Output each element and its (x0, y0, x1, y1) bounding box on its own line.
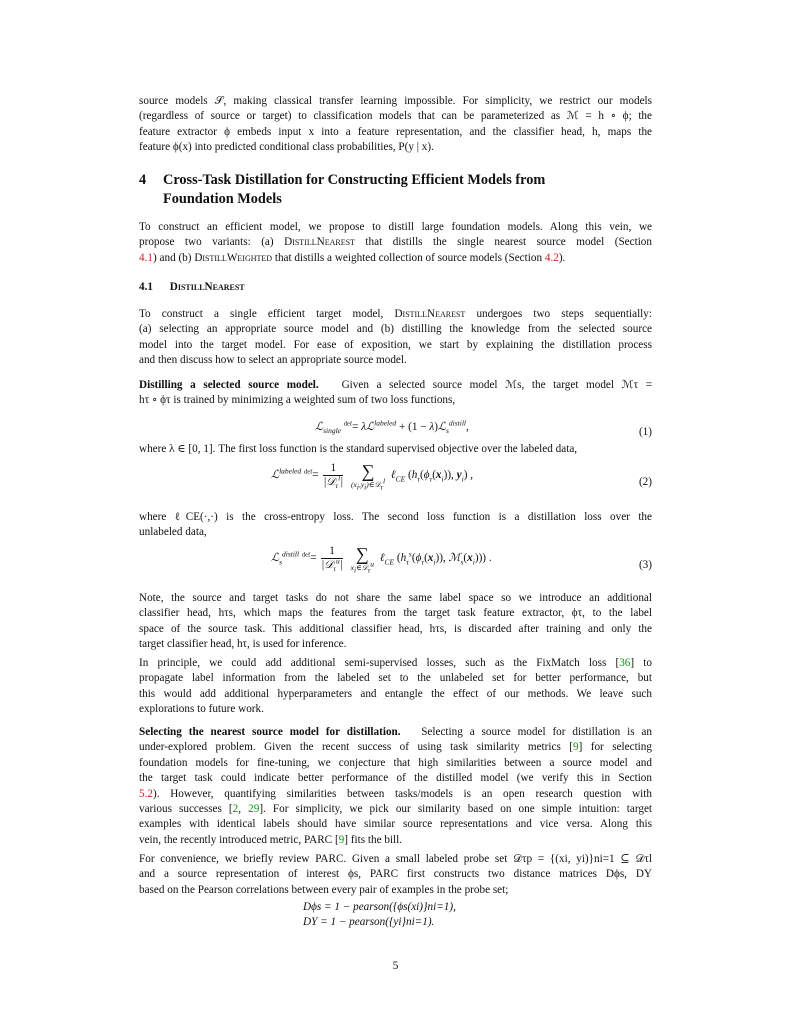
citation-9[interactable]: 9 (572, 741, 579, 754)
ref-section-4-1[interactable]: 4.1 (139, 251, 153, 264)
distilling-line-1-rest: Given a selected source model ℳs, the target model ℳτ = (341, 379, 652, 391)
after-eq2-line-1: where ℓCE(·,·) is the cross-entropy loss. The second loss function is a distillation loss over the (139, 511, 652, 523)
note-paragraph (139, 591, 652, 653)
sub41-line-4: and then discuss how to select an appropriate source model. (139, 354, 407, 367)
ref-section-5-2[interactable]: 5.2 (139, 787, 153, 800)
section-title-line-1: Cross-Task Distillation for Constructing Efficient Models from (163, 172, 546, 188)
selecting-line-4: the target task could indicate better performance of the distilled model (we verify this in Section (139, 772, 652, 785)
distillnearest-name: DistillNearest (394, 308, 466, 320)
note-line-4: target classifier head, hτ, is used for inference. (139, 638, 347, 651)
intro-paragraph (139, 94, 652, 156)
equation-3-number: (3) (638, 559, 652, 571)
equation-3-fraction: $\frac{1}{|𝒟_\tau^u|}$ (321, 545, 343, 574)
selecting-paragraph (139, 725, 652, 848)
after-equation-1 (139, 442, 652, 457)
note-line-2: classifier head, hτs, which maps the features from the target task feature extractor, ϕτ, to the label (139, 607, 652, 620)
principle-paragraph (139, 656, 652, 718)
note-line-3: space of the source task. This additional classifier head, hτs, is discarded after training and only the (139, 622, 652, 635)
sec4-line-3: 4.1) and (b) DistillWeighted that distills a weighted collection of source models (Section 4.2). (139, 251, 566, 264)
principle-line-3: this would add additional hyperparameters and entangle the effect of our methods. We leave such (139, 687, 652, 700)
pearson-equations (303, 900, 603, 931)
variant-b-name: DistillWeighted (194, 251, 273, 264)
subsection-4-1-paragraph (139, 307, 652, 369)
equation-1-body: ℒ$_{single}$ $^{def}$= λℒ$^{labeled}$ + (1 − λ)ℒ$_s^{distill}$, (315, 418, 469, 436)
pearson-eq-line-1: Dϕs = 1 − pearson({ϕs(xi)}ni=1), (303, 901, 456, 913)
selecting-line-1-rest: Selecting a source model for distillation is an (421, 726, 652, 738)
section-4-heading (139, 171, 652, 211)
selecting-line-2: under-explored problem. Given the recent success of using task similarity metrics [9] for selecting (139, 741, 652, 754)
principle-line-1: In principle, we could add additional semi-supervised losses, such as the FixMatch loss [36] to (139, 657, 652, 669)
convenience-line-3: based on the Pearson correlations between every pair of examples in the probe set; (139, 883, 509, 896)
section-number: 4 (139, 172, 147, 188)
after-eq2-line-2: unlabeled data, (139, 526, 207, 539)
sub41-line-1: To construct a single efficient target model, DistillNearest undergoes two steps sequentially: (139, 308, 652, 320)
distilling-line-1 (139, 378, 652, 393)
sub41-line-3: model into the target model. For ease of exposition, we start by explaining the distillation process (139, 338, 652, 351)
equation-2-body: ℒ$^{labeled}$ $^{def}$= $\frac{1}{|𝒟_\tau^l|}$ ∑ $(x_i,y_i)\in 𝒟_\tau^l$ ℓ$_{CE}$ ($h_\tau(\phi_\tau(x_i))$, $y_i$) , (271, 461, 474, 492)
pearson-eq-line-2: DY = 1 − pearson({yi}ni=1). (303, 916, 435, 929)
intro-line-4: feature ϕ(x) into predicted conditional class probabilities, P(y | x). (139, 141, 434, 154)
citation-2[interactable]: 2 (232, 803, 239, 816)
subsection-number: 4.1 (139, 281, 153, 293)
convenience-line-2: and a source representation of interest ϕs, PARC first constructs two distance matrices Dϕs, DY (139, 868, 652, 881)
note-line-1: Note, the source and target tasks do not share the same label space so we introduce an additional (139, 592, 652, 604)
convenience-paragraph (139, 852, 652, 898)
section-4-paragraph (139, 220, 652, 266)
distilling-paragraph (139, 378, 652, 409)
selecting-line-8: vein, the recently introduced metric, PARC [9] fits the bill. (139, 833, 403, 846)
equation-2-sum: ∑ $(x_i,y_i)\in 𝒟_\tau^l$ (351, 461, 386, 492)
subsection-4-1-heading (139, 281, 245, 293)
selecting-line-7: examples with identical labels should have similar source representations and vice versa. Along this (139, 818, 652, 831)
equation-2 (139, 462, 652, 504)
distilling-line-2: hτ ∘ ϕτ is trained by minimizing a weighted sum of two loss functions, (139, 394, 456, 407)
ref-section-4-2[interactable]: 4.2 (544, 251, 559, 264)
sec4-line-1: To construct an efficient model, we propose to distill large foundation models. Along this vein, we (139, 221, 652, 233)
after-equation-2 (139, 510, 652, 541)
selecting-line-3: foundation models for fine-tuning, we conjecture that high similarities between a source model and (139, 756, 652, 769)
equation-3 (139, 545, 652, 587)
selecting-line-1 (139, 725, 652, 740)
citation-36[interactable]: 36 (619, 657, 631, 669)
after-eq1-line: where λ ∈ [0, 1]. The first loss function is the standard supervised objective over the labeled data, (139, 443, 578, 455)
equation-3-sum: ∑ $x_i\in 𝒟_\tau^u$ (350, 544, 375, 575)
sec4-line-2: propose two variants: (a) DistillNearest that distills the single nearest source model (Section (139, 236, 652, 249)
convenience-line-1: For convenience, we briefly review PARC. Given a small labeled probe set 𝒟τp = {(xi, yi)}ni=1 ⊆ 𝒟τl (139, 853, 652, 865)
page-number: 5 (392, 960, 399, 972)
section-title-line-2: Foundation Models (163, 191, 282, 207)
intro-line-1: source models 𝒮, making classical transfer learning impossible. For simplicity, we restrict our models (139, 95, 652, 107)
intro-line-3: feature extractor ϕ embeds input x into a feature representation, and the classifier head, h, maps the (139, 125, 652, 138)
intro-line-2: (regardless of source or target) to classification models that can be parameterized as ℳ = h ∘ ϕ; the (139, 110, 652, 123)
principle-line-2: propagate label information from the labeled set to the unlabeled set for better performance, but (139, 672, 652, 685)
equation-2-number: (2) (638, 476, 652, 488)
principle-line-4: explorations to future work. (139, 703, 264, 716)
sub41-line-2: (a) selecting an appropriate source model and (b) distilling the knowledge from the selected source (139, 323, 652, 336)
selecting-heading: Selecting the nearest source model for distillation. (139, 726, 401, 738)
equation-2-fraction: $\frac{1}{|𝒟_\tau^l|}$ (323, 462, 344, 491)
selecting-line-6: various successes [2, 29]. For simplicity, we pick our similarity based on one simple intuition: target (139, 803, 653, 816)
subsection-title: DistillNearest (169, 281, 245, 293)
distilling-heading: Distilling a selected source model. (139, 379, 319, 391)
equation-1-number: (1) (638, 426, 652, 438)
selecting-line-5: 5.2). However, quantifying similarities between tasks/models is an open research question with (139, 787, 652, 800)
variant-a-name: DistillNearest (284, 236, 355, 249)
equation-3-body: ℒ$_s^{distill}$ $^{def}$= $\frac{1}{|𝒟_\tau^u|}$ ∑ $x_i\in 𝒟_\tau^u$ ℓ$_{CE}$ ($h_\tau^s(\phi_\tau(x_i))$, $ℳ_s(x_i)$)) . (271, 544, 492, 575)
citation-29[interactable]: 29 (248, 803, 260, 816)
citation-9b[interactable]: 9 (338, 833, 345, 846)
